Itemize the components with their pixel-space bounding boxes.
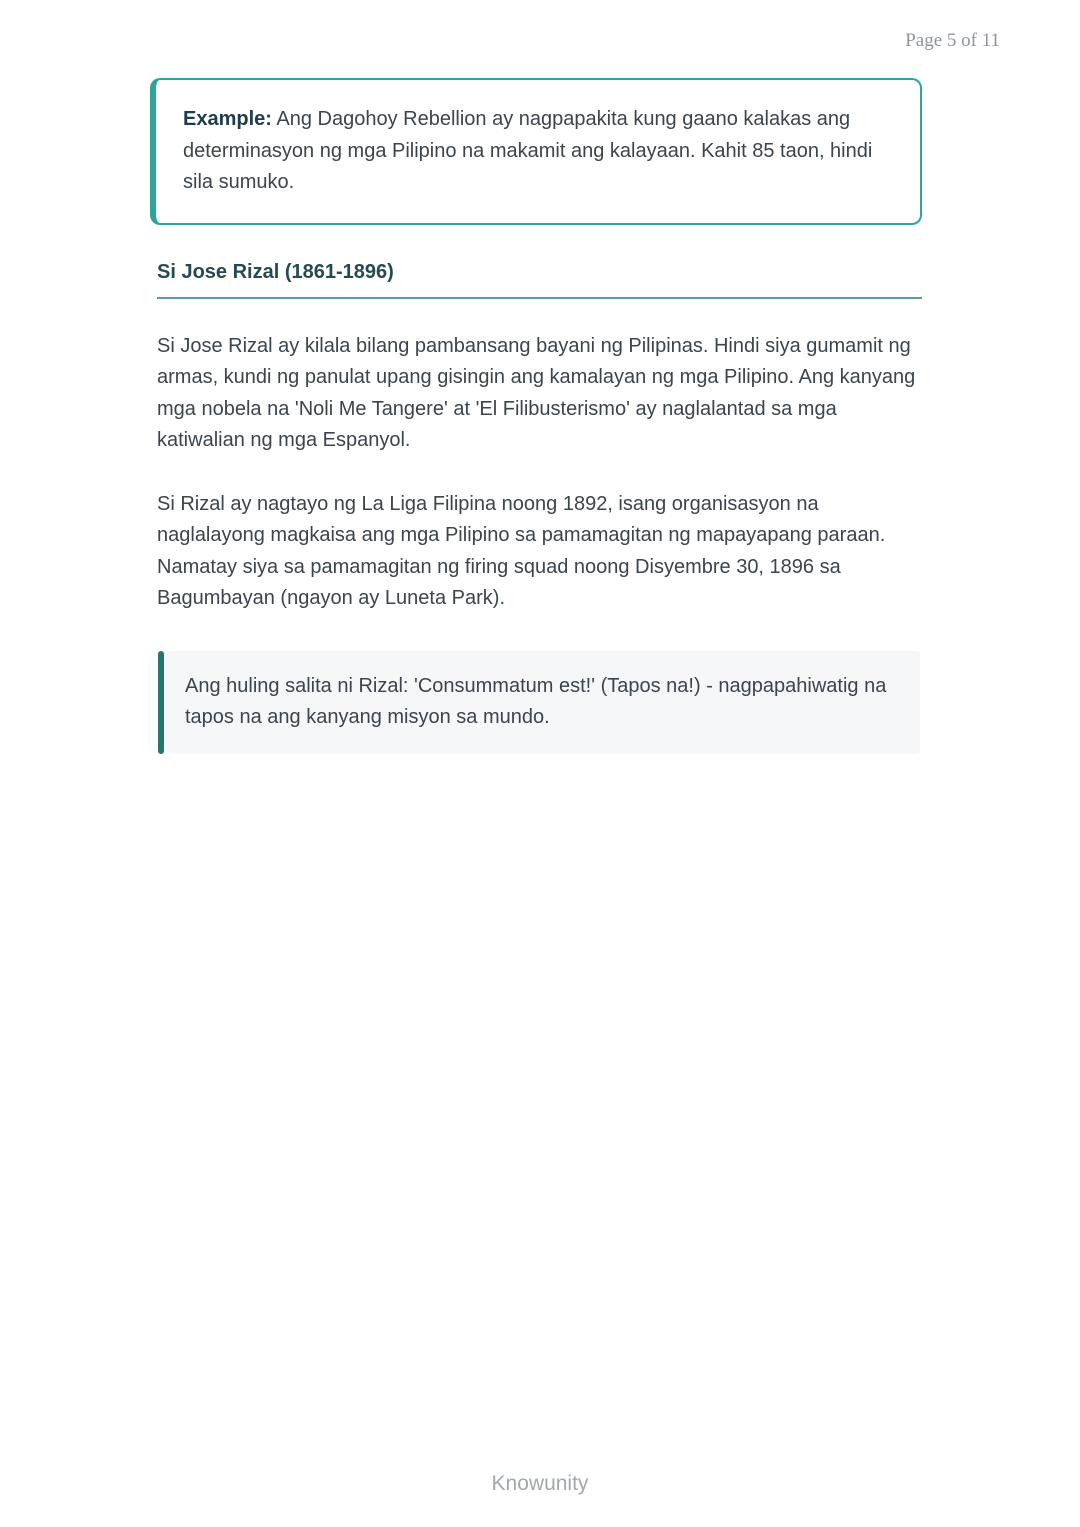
- quote-accent-bar: [158, 651, 164, 754]
- footer-brand: Knowunity: [491, 1472, 589, 1495]
- quote-text: Ang huling salita ni Rizal: 'Consummatum est!' (Tapos na!) - nagpapahiwatig na tapos na ang kanyang misyon sa mundo.: [185, 674, 887, 728]
- paragraph: Si Rizal ay nagtayo ng La Liga Filipina noong 1892, isang organisasyon na naglalayong magkaisa ang mga Pilipino sa pamamagitan ng mapayapang paraan. Namatay siya sa pamamagitan ng firing squad noong Disyembre 30, 1896 sa Bagumbayan (ngayon ay Luneta Park).: [157, 492, 886, 609]
- example-text: [183, 104, 890, 199]
- example-callout: [150, 78, 922, 225]
- example-body: Ang Dagohoy Rebellion ay nagpapakita kung gaano kalakas ang determinasyon ng mga Pilipino na makamit ang kalayaan. Kahit 85 taon, hindi sila sumuko.: [183, 108, 873, 193]
- document-content: [150, 78, 922, 754]
- example-label: Example:: [183, 108, 272, 130]
- section-heading: Si Jose Rizal (1861-1896): [157, 261, 922, 299]
- paragraph: Si Jose Rizal ay kilala bilang pambansang bayani ng Pilipinas. Hindi siya gumamit ng armas, kundi ng panulat upang gisingin ang kamalayan ng mga Pilipino. Ang kanyang mga nobela na 'Noli Me Tangere' at 'El Filibusterismo' ay naglalantad sa mga katiwalian ng mga Espanyol.: [157, 334, 916, 451]
- page-indicator: Page 5 of 11: [905, 30, 1000, 51]
- quote-callout: [158, 651, 920, 754]
